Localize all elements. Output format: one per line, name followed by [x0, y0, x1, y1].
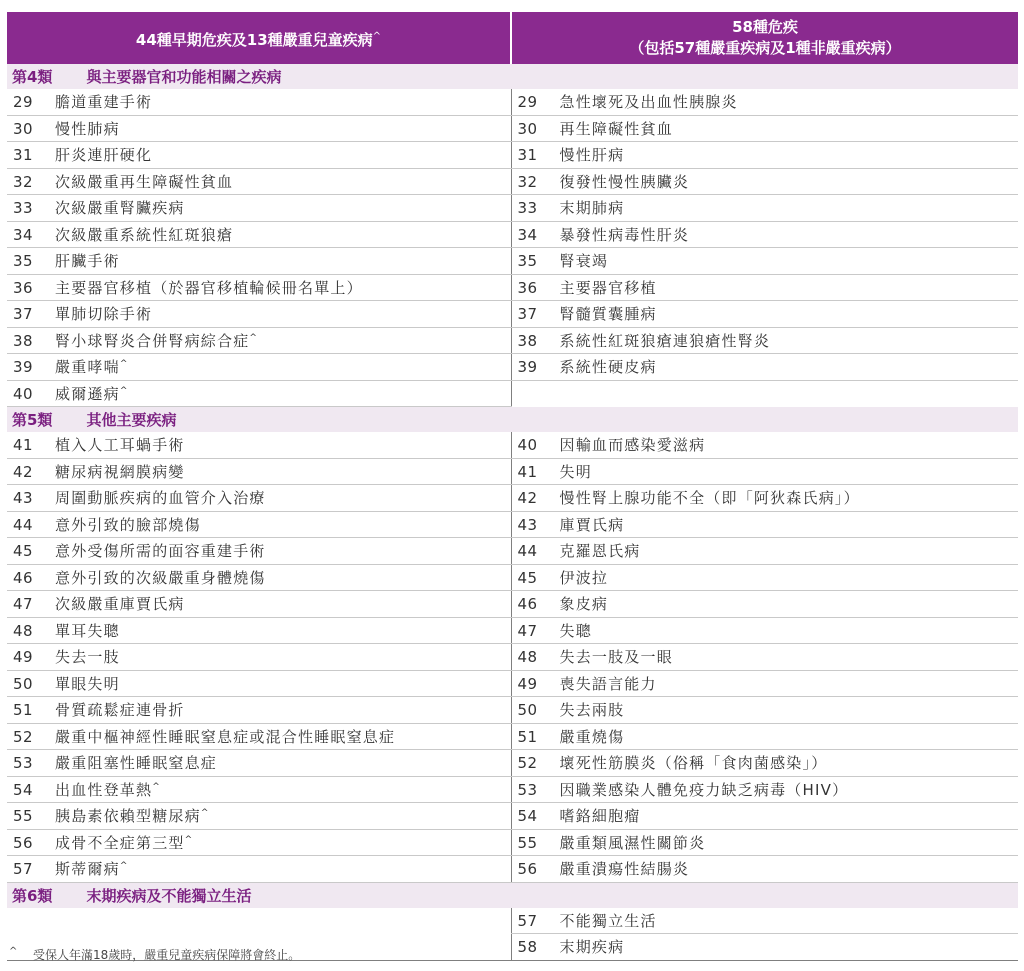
- child-illness-mark: ^: [200, 808, 209, 819]
- left-cell: [7, 327, 511, 354]
- left-cell: [7, 380, 511, 407]
- left-item-name: 嚴重阻塞性睡眠窒息症: [55, 754, 218, 773]
- right-item-number: 44: [517, 542, 538, 561]
- right-cell: [511, 591, 1018, 618]
- table-row: [7, 670, 1018, 697]
- left-item-number: 36: [13, 278, 34, 297]
- right-item-number: 52: [517, 754, 538, 773]
- right-cell: [511, 115, 1018, 142]
- left-cell: [7, 89, 511, 115]
- left-item-name: 單眼失明: [55, 674, 120, 693]
- child-illness-mark: ^: [119, 359, 128, 370]
- right-item-number: 30: [517, 119, 538, 138]
- footnote-mark: ^: [9, 946, 18, 957]
- table-row: [7, 221, 1018, 248]
- right-item-number: 54: [517, 807, 538, 826]
- left-item-number: 53: [13, 754, 34, 773]
- table-row: [7, 115, 1018, 142]
- table-row: [7, 591, 1018, 618]
- right-item-number: 32: [517, 172, 538, 191]
- table-row: [7, 617, 1018, 644]
- table-row: [7, 538, 1018, 565]
- left-item-name: 腎小球腎炎合併腎病綜合症: [55, 331, 250, 350]
- left-item-number: 42: [13, 462, 34, 481]
- left-item-number: 47: [13, 595, 34, 614]
- child-illness-mark: ^: [119, 385, 128, 396]
- left-item-name: 次級嚴重庫賈氏病: [55, 595, 185, 614]
- left-item-name: 次級嚴重再生障礙性貧血: [55, 172, 234, 191]
- left-item-number: 35: [13, 252, 34, 271]
- right-item-name: 喪失語言能力: [559, 674, 657, 693]
- table-row: [7, 168, 1018, 195]
- left-item-number: 56: [13, 833, 34, 852]
- right-item-number: 50: [517, 701, 538, 720]
- left-item-name: 肝臟手術: [55, 252, 120, 271]
- right-item-name: 腎髓質囊腫病: [559, 305, 657, 324]
- left-item-name: 意外受傷所需的面容重建手術: [55, 542, 266, 561]
- right-item-name: 壞死性筋膜炎（俗稱「食肉菌感染」）: [559, 754, 828, 773]
- right-item-number: 51: [517, 727, 538, 746]
- left-cell: [7, 803, 511, 830]
- right-cell: [511, 644, 1018, 671]
- right-item-number: 58: [517, 938, 538, 957]
- right-cell: [511, 723, 1018, 750]
- left-cell: [7, 432, 511, 458]
- left-item-number: 34: [13, 225, 34, 244]
- footnote: [9, 946, 300, 963]
- right-item-name: 末期肺病: [559, 199, 625, 218]
- right-cell: [511, 564, 1018, 591]
- left-item-name: 成骨不全症第三型: [55, 833, 185, 852]
- left-item-name: 骨質疏鬆症連骨折: [55, 701, 185, 720]
- right-item-name: 嚴重燒傷: [559, 727, 625, 746]
- right-item-number: 56: [517, 860, 538, 879]
- left-item-name: 嚴重哮喘: [55, 358, 120, 377]
- left-column-header: [7, 12, 511, 64]
- right-item-name: 嗜鉻細胞瘤: [559, 807, 641, 826]
- right-item-name: 失聰: [559, 621, 592, 640]
- right-item-name: 象皮病: [559, 595, 609, 614]
- left-cell: [7, 908, 511, 934]
- right-item-number: 53: [517, 780, 538, 799]
- right-item-name: 伊波拉: [559, 568, 609, 587]
- left-item-name: 意外引致的次級嚴重身體燒傷: [55, 568, 266, 587]
- right-cell: [511, 856, 1018, 883]
- left-item-number: 45: [13, 542, 34, 561]
- right-cell: [511, 697, 1018, 724]
- right-item-number: 45: [517, 568, 538, 587]
- category-name: 末期疾病及不能獨立生活: [86, 886, 252, 905]
- right-item-number: 33: [517, 199, 538, 218]
- left-item-name: 單肺切除手術: [55, 305, 153, 324]
- right-cell: [511, 248, 1018, 275]
- child-illness-mark: ^: [152, 781, 160, 792]
- table-row: [7, 380, 1018, 407]
- right-item-number: 34: [517, 225, 538, 244]
- left-item-number: 51: [13, 701, 34, 720]
- left-cell: [7, 617, 511, 644]
- left-cell: [7, 776, 511, 803]
- right-item-name: 慢性肝病: [559, 146, 625, 165]
- right-item-number: 38: [517, 331, 538, 350]
- left-cell: [7, 221, 511, 248]
- right-cell: [511, 301, 1018, 328]
- left-item-number: 55: [13, 807, 34, 826]
- left-item-number: 37: [13, 305, 34, 324]
- table-body: [7, 64, 1018, 960]
- table-row: [7, 644, 1018, 671]
- left-cell: [7, 670, 511, 697]
- left-cell: [7, 354, 511, 381]
- right-item-number: 29: [517, 93, 538, 112]
- right-item-number: 49: [517, 674, 538, 693]
- left-item-number: 50: [13, 674, 34, 693]
- table-row: [7, 195, 1018, 222]
- category-cell: [7, 64, 1018, 89]
- right-item-number: 43: [517, 515, 538, 534]
- table-row: [7, 908, 1018, 934]
- category-cell: [7, 882, 1018, 908]
- table-row: [7, 327, 1018, 354]
- right-cell: [511, 142, 1018, 169]
- right-item-number: 55: [517, 833, 538, 852]
- right-column-header: [511, 12, 1018, 64]
- right-cell: [511, 195, 1018, 222]
- left-item-name: 糖尿病視網膜病變: [55, 462, 185, 481]
- table-row: [7, 354, 1018, 381]
- right-cell: [511, 274, 1018, 301]
- left-item-name: 周圍動脈疾病的血管介入治療: [55, 489, 266, 508]
- left-item-number: 52: [13, 727, 34, 746]
- left-cell: [7, 195, 511, 222]
- right-item-name: 嚴重類風濕性關節炎: [559, 833, 706, 852]
- right-item-name: 主要器官移植: [559, 278, 657, 297]
- left-item-name: 膽道重建手術: [55, 93, 153, 112]
- left-item-number: 41: [13, 436, 34, 455]
- left-item-name: 出血性登革熱: [55, 780, 153, 799]
- table-row: [7, 803, 1018, 830]
- right-header-line2: （包括57種嚴重疾病及1種非嚴重疾病）: [629, 39, 901, 57]
- left-cell: [7, 301, 511, 328]
- right-item-number: 40: [517, 436, 538, 455]
- left-item-number: 54: [13, 780, 34, 799]
- right-item-name: 因輸血而感染愛滋病: [559, 436, 706, 455]
- table-row: [7, 248, 1018, 275]
- category-number: 第4類: [12, 68, 53, 86]
- right-cell: [511, 458, 1018, 485]
- right-item-name: 失去兩肢: [559, 701, 625, 720]
- right-item-name: 因職業感染人體免疫力缺乏病毒（HIV）: [559, 780, 849, 799]
- left-cell: [7, 115, 511, 142]
- left-item-name: 威爾遜病: [55, 384, 120, 403]
- left-cell: [7, 485, 511, 512]
- right-cell: [511, 934, 1018, 961]
- left-item-name: 嚴重中樞神經性睡眠窒息症或混合性睡眠窒息症: [55, 727, 396, 746]
- child-illness-mark: ^: [184, 834, 193, 845]
- right-cell: [511, 617, 1018, 644]
- right-item-name: 失明: [559, 462, 592, 481]
- left-item-name: 主要器官移植（於器官移植輪候冊名單上）: [55, 278, 363, 297]
- right-item-name: 克羅恩氏病: [559, 542, 641, 561]
- right-cell: [511, 670, 1018, 697]
- left-item-name: 植入人工耳蝸手術: [55, 436, 185, 455]
- table-row: [7, 829, 1018, 856]
- left-item-number: 33: [13, 199, 34, 218]
- table-row: [7, 564, 1018, 591]
- left-cell: [7, 168, 511, 195]
- table-row: [7, 856, 1018, 883]
- left-cell: [7, 697, 511, 724]
- left-item-name: 胰島素依賴型糖尿病: [55, 807, 201, 826]
- category-number: 第6類: [12, 886, 53, 905]
- category-name: 其他主要疾病: [86, 411, 177, 429]
- left-cell: [7, 591, 511, 618]
- right-cell: [511, 803, 1018, 830]
- left-item-number: 46: [13, 568, 34, 587]
- left-item-name: 肝炎連肝硬化: [55, 146, 153, 165]
- left-item-name: 失去一肢: [55, 648, 120, 667]
- right-cell: [511, 432, 1018, 458]
- left-item-name: 次級嚴重腎臟疾病: [55, 199, 185, 218]
- right-item-number: 36: [517, 278, 538, 297]
- left-item-name: 斯蒂爾病: [55, 860, 120, 879]
- table-row: [7, 776, 1018, 803]
- right-cell: [511, 89, 1018, 115]
- right-cell: [511, 908, 1018, 934]
- category-name: 與主要器官和功能相關之疾病: [86, 68, 282, 86]
- right-cell: [511, 221, 1018, 248]
- table-row: [7, 458, 1018, 485]
- right-item-name: 復發性慢性胰臟炎: [559, 172, 690, 191]
- illness-table: [7, 12, 1018, 961]
- right-item-number: 47: [517, 621, 538, 640]
- right-header-line1: 58種危疾: [732, 18, 798, 36]
- right-item-name: 不能獨立生活: [559, 911, 657, 930]
- left-item-number: 39: [13, 358, 34, 377]
- right-item-number: 57: [517, 911, 538, 930]
- right-cell: [511, 829, 1018, 856]
- right-cell: [511, 538, 1018, 565]
- left-item-number: 40: [13, 384, 34, 403]
- child-illness-mark: ^: [119, 861, 128, 872]
- right-cell: [511, 168, 1018, 195]
- right-item-name: 系統性紅斑狼瘡連狼瘡性腎炎: [559, 331, 771, 350]
- left-item-name: 單耳失聰: [55, 621, 120, 640]
- left-item-number: 29: [13, 93, 34, 112]
- table-row: [7, 301, 1018, 328]
- left-item-name: 意外引致的臉部燒傷: [55, 515, 201, 534]
- table-row: [7, 697, 1018, 724]
- left-header-title: 44種早期危疾及13種嚴重兒童疾病: [135, 30, 373, 49]
- category-row: [7, 882, 1018, 908]
- right-item-name: 末期疾病: [559, 938, 625, 957]
- left-item-number: 43: [13, 489, 34, 508]
- left-item-number: 38: [13, 331, 34, 350]
- left-item-number: 57: [13, 860, 34, 879]
- right-item-name: 再生障礙性貧血: [559, 119, 673, 138]
- table-row: [7, 511, 1018, 538]
- right-item-name: 庫賈氏病: [559, 515, 625, 534]
- table-row: [7, 432, 1018, 458]
- table-row: [7, 750, 1018, 777]
- left-item-number: 48: [13, 621, 34, 640]
- right-cell: [511, 750, 1018, 777]
- right-item-name: 暴發性病毒性肝炎: [559, 225, 690, 244]
- right-item-name: 急性壞死及出血性胰腺炎: [559, 93, 738, 112]
- left-cell: [7, 142, 511, 169]
- right-item-number: 48: [517, 648, 538, 667]
- left-cell: [7, 723, 511, 750]
- left-item-number: 32: [13, 172, 34, 191]
- left-item-number: 31: [13, 146, 34, 165]
- left-cell: [7, 511, 511, 538]
- table-row: [7, 274, 1018, 301]
- right-item-number: 42: [517, 489, 538, 508]
- left-cell: [7, 538, 511, 565]
- right-item-number: 41: [517, 462, 538, 481]
- left-item-number: 49: [13, 648, 34, 667]
- left-cell: [7, 248, 511, 275]
- left-cell: [7, 458, 511, 485]
- right-cell: [511, 354, 1018, 381]
- table-row: [7, 485, 1018, 512]
- right-item-number: 39: [517, 358, 538, 377]
- right-cell: [511, 776, 1018, 803]
- table-row: [7, 89, 1018, 115]
- right-item-name: 失去一肢及一眼: [559, 648, 673, 667]
- right-item-name: 嚴重潰瘍性結腸炎: [559, 860, 690, 879]
- right-item-number: 46: [517, 595, 538, 614]
- right-item-number: 31: [517, 146, 538, 165]
- left-cell: [7, 856, 511, 883]
- right-item-name: 腎衰竭: [559, 252, 609, 271]
- right-item-number: 35: [517, 252, 538, 271]
- left-item-number: 44: [13, 515, 34, 534]
- left-cell: [7, 644, 511, 671]
- table-row: [7, 142, 1018, 169]
- right-item-number: 37: [517, 305, 538, 324]
- footnote-text: 受保人年滿18歲時，嚴重兒童疾病保障將會終止。: [33, 948, 301, 962]
- left-cell: [7, 750, 511, 777]
- left-header-mark: ^: [372, 30, 382, 42]
- left-item-number: 30: [13, 119, 34, 138]
- left-item-name: 次級嚴重系統性紅斑狼瘡: [55, 225, 234, 244]
- child-illness-mark: ^: [249, 332, 257, 343]
- category-number: 第5類: [12, 411, 53, 429]
- right-cell: [511, 327, 1018, 354]
- right-cell: [511, 511, 1018, 538]
- left-item-name: 慢性肺病: [55, 119, 120, 138]
- right-cell: [511, 485, 1018, 512]
- table-row: [7, 723, 1018, 750]
- right-item-name: 慢性腎上腺功能不全（即「阿狄森氏病」）: [559, 489, 860, 508]
- right-cell: [511, 380, 1018, 407]
- left-cell: [7, 564, 511, 591]
- category-cell: [7, 407, 1018, 433]
- category-row: [7, 407, 1018, 433]
- left-cell: [7, 829, 511, 856]
- category-row: [7, 64, 1018, 89]
- right-item-name: 系統性硬皮病: [559, 358, 657, 377]
- left-cell: [7, 274, 511, 301]
- table-header-row: [7, 12, 1018, 64]
